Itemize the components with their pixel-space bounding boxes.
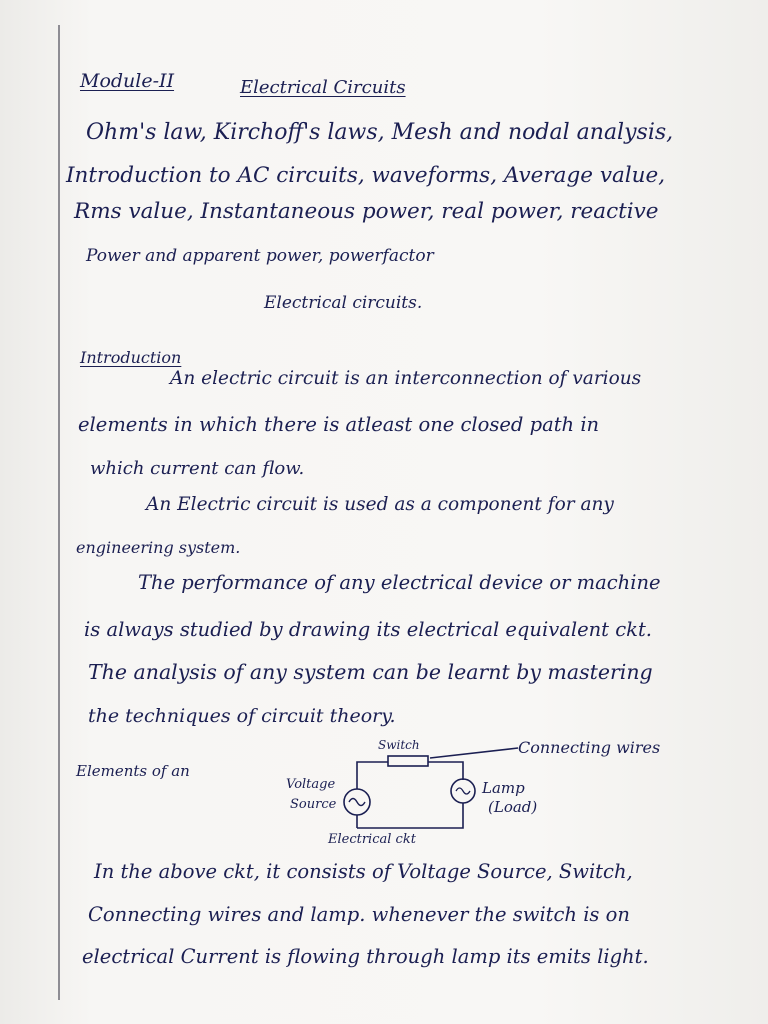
switch-label: Switch xyxy=(378,738,420,752)
intro-line: An Electric circuit is used as a component for any xyxy=(146,494,614,515)
voltage-source-symbol xyxy=(344,789,370,815)
intro-line: elements in which there is atleast one closed path in xyxy=(78,413,600,436)
lamp-label: Lamp xyxy=(482,779,525,797)
intro-line: An electric circuit is an interconnection of various xyxy=(170,368,642,389)
intro-line: engineering system. xyxy=(76,538,241,557)
elements-label: Elements of an xyxy=(76,762,190,780)
conclusion-line: In the above ckt, it consists of Voltage Source, Switch, xyxy=(94,860,633,883)
intro-line: which current can flow. xyxy=(90,458,305,479)
source-label: Source xyxy=(290,797,337,812)
syllabus-line: Rms value, Instantaneous power, real power, reactive xyxy=(74,199,659,224)
lamp-symbol xyxy=(451,779,475,803)
syllabus-line: Introduction to AC circuits, waveforms, Average value, xyxy=(66,163,666,188)
intro-line: the techniques of circuit theory. xyxy=(88,705,396,727)
intro-line: The performance of any electrical device or machine xyxy=(138,571,661,594)
wires-label: Connecting wires xyxy=(518,738,661,757)
conclusion-line: electrical Current is flowing through lamp its emits light. xyxy=(82,945,649,968)
syllabus-line: Power and apparent power, powerfactor xyxy=(86,246,434,266)
conclusion-line: Connecting wires and lamp. whenever the switch is on xyxy=(88,903,630,926)
section-title: Electrical circuits. xyxy=(264,293,423,313)
module-label: Module-II xyxy=(80,70,175,92)
intro-line: is always studied by drawing its electrical equivalent ckt. xyxy=(84,618,652,641)
intro-heading: Introduction xyxy=(80,348,182,367)
source-label: Voltage xyxy=(286,777,336,792)
module-title: Electrical Circuits xyxy=(240,77,406,98)
syllabus-line: Ohm's law, Kirchoff's laws, Mesh and nodal analysis, xyxy=(86,120,674,145)
diagram-caption: Electrical ckt xyxy=(328,832,416,847)
lamp-label: (Load) xyxy=(488,798,538,816)
intro-line: The analysis of any system can be learnt by mastering xyxy=(88,660,653,684)
